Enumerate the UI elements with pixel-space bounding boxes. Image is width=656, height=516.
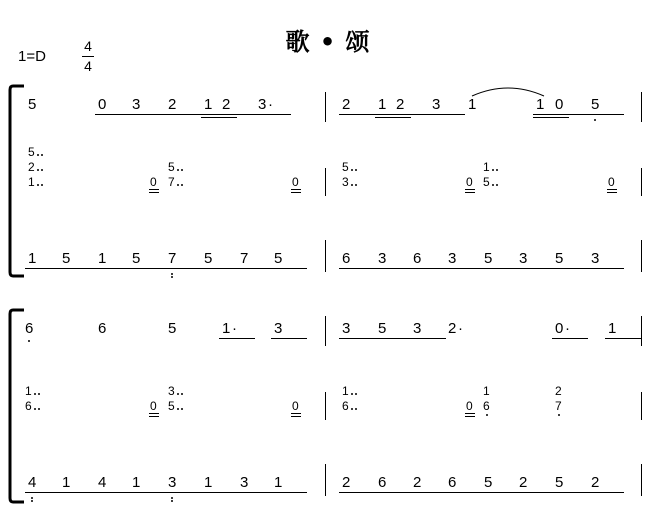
underline-beam <box>552 338 588 339</box>
octave-dot <box>171 276 173 278</box>
octave-dot <box>37 169 39 171</box>
octave-dot <box>171 273 173 275</box>
underline-beam <box>291 189 301 190</box>
chord-note: 6 <box>342 399 349 413</box>
chord-note: 1 <box>342 384 349 398</box>
note: 3 <box>378 250 387 267</box>
note: 3 <box>591 250 600 267</box>
barline <box>325 464 326 496</box>
note: 0 <box>555 96 564 113</box>
augmentation-dot: · <box>268 96 273 113</box>
note: 1 <box>98 250 107 267</box>
underline-beam <box>291 413 301 414</box>
note: 6 <box>378 474 387 491</box>
underline-beam <box>375 117 411 118</box>
underline-beam <box>201 117 237 118</box>
rest: 0 <box>466 175 473 189</box>
underline-beam <box>445 492 481 493</box>
chord-note: 7 <box>168 175 175 189</box>
system-brace-1 <box>4 82 26 280</box>
barline <box>641 240 642 272</box>
underline-beam <box>129 492 165 493</box>
underline-beam <box>271 338 307 339</box>
underline-beam <box>552 114 588 115</box>
note: 3 <box>258 96 267 113</box>
chord-note: 6 <box>483 399 490 413</box>
octave-dot <box>31 500 33 502</box>
note: 4 <box>98 474 107 491</box>
note: 3 <box>240 474 249 491</box>
underline-beam <box>588 268 624 269</box>
chord-note: 6 <box>25 399 32 413</box>
note: 1 <box>274 474 283 491</box>
note: 0 <box>555 320 564 337</box>
chord-note: 2 <box>28 160 35 174</box>
barline <box>325 92 326 122</box>
underline-beam <box>291 192 301 193</box>
rest: 0 <box>292 175 299 189</box>
note: 5 <box>591 96 600 113</box>
underline-beam <box>219 338 255 339</box>
octave-dot <box>177 184 179 186</box>
underline-beam <box>465 416 475 417</box>
octave-dot <box>496 169 498 171</box>
barline <box>325 168 326 196</box>
note: 6 <box>413 250 422 267</box>
note: 5 <box>484 250 493 267</box>
underline-beam <box>465 189 475 190</box>
note: 7 <box>168 250 177 267</box>
underline-beam <box>25 268 61 269</box>
rest: 0 <box>466 399 473 413</box>
barline <box>325 392 326 420</box>
underline-beam <box>516 268 552 269</box>
rest: 0 <box>150 399 157 413</box>
note: 6 <box>448 474 457 491</box>
underline-beam <box>339 114 375 115</box>
note: 1 <box>608 320 617 337</box>
octave-dot <box>177 408 179 410</box>
underline-beam <box>410 268 446 269</box>
octave-dot <box>181 169 183 171</box>
note: 1 <box>62 474 71 491</box>
underline-beam <box>149 413 159 414</box>
augmentation-dot: · <box>458 320 463 337</box>
key-signature: 1=D <box>18 48 46 65</box>
underline-beam <box>516 492 552 493</box>
underline-beam <box>129 268 165 269</box>
underline-beam <box>393 114 429 115</box>
note: 3 <box>448 250 457 267</box>
octave-dot <box>41 169 43 171</box>
underline-beam <box>255 114 291 115</box>
rest: 0 <box>608 175 615 189</box>
octave-dot <box>37 184 39 186</box>
chord-note: 5 <box>483 175 490 189</box>
octave-dot <box>41 154 43 156</box>
note: 3 <box>132 96 141 113</box>
time-signature-top: 4 <box>84 38 92 54</box>
chord-note: 5 <box>28 145 35 159</box>
underline-beam <box>165 114 201 115</box>
chord-note: 1 <box>28 175 35 189</box>
note: 5 <box>28 96 37 113</box>
note: 2 <box>222 96 231 113</box>
underline-beam <box>410 338 446 339</box>
octave-dot <box>34 408 36 410</box>
underline-beam <box>465 192 475 193</box>
underline-beam <box>165 492 201 493</box>
note: 2 <box>591 474 600 491</box>
note: 1 <box>28 250 37 267</box>
underline-beam <box>271 268 307 269</box>
note: 1 <box>222 320 231 337</box>
note: 5 <box>168 320 177 337</box>
note: 2 <box>342 474 351 491</box>
octave-dot <box>177 393 179 395</box>
octave-dot <box>177 169 179 171</box>
underline-beam <box>607 192 617 193</box>
underline-beam <box>149 192 159 193</box>
note: 5 <box>378 320 387 337</box>
chord-note: 5 <box>168 160 175 174</box>
octave-dot <box>181 408 183 410</box>
octave-dot <box>351 184 353 186</box>
note: 3 <box>519 250 528 267</box>
underline-beam <box>410 492 446 493</box>
note: 6 <box>98 320 107 337</box>
chord-note: 1 <box>483 384 490 398</box>
time-signature <box>82 38 94 75</box>
underline-beam <box>291 416 301 417</box>
underline-beam <box>552 492 588 493</box>
note: 5 <box>274 250 283 267</box>
note: 1 <box>204 474 213 491</box>
note: 3 <box>432 96 441 113</box>
octave-dot <box>41 184 43 186</box>
note: 0 <box>98 96 107 113</box>
underline-beam <box>201 268 237 269</box>
note: 6 <box>342 250 351 267</box>
underline-beam <box>165 268 201 269</box>
octave-dot <box>351 408 353 410</box>
octave-dot <box>171 500 173 502</box>
octave-dot <box>38 393 40 395</box>
note: 5 <box>62 250 71 267</box>
barline <box>641 464 642 496</box>
note: 5 <box>555 474 564 491</box>
note: 2 <box>168 96 177 113</box>
underline-beam <box>339 338 375 339</box>
tie-arc <box>470 82 546 98</box>
chord-note: 7 <box>555 399 562 413</box>
note: 1 <box>536 96 545 113</box>
underline-beam <box>481 268 517 269</box>
note: 1 <box>204 96 213 113</box>
octave-dot <box>492 169 494 171</box>
octave-dot <box>355 184 357 186</box>
octave-dot <box>355 169 357 171</box>
underline-beam <box>375 492 411 493</box>
time-signature-bottom: 4 <box>84 58 92 74</box>
octave-dot <box>496 184 498 186</box>
underline-beam <box>237 492 273 493</box>
octave-dot <box>181 184 183 186</box>
note: 2 <box>342 96 351 113</box>
octave-dot <box>181 393 183 395</box>
note: 2 <box>519 474 528 491</box>
chord-note: 1 <box>25 384 32 398</box>
barline <box>325 316 326 346</box>
octave-dot <box>355 408 357 410</box>
octave-dot <box>31 497 33 499</box>
note: 2 <box>413 474 422 491</box>
note: 1 <box>468 96 477 113</box>
underline-beam <box>339 268 375 269</box>
underline-beam <box>588 114 624 115</box>
note: 1 <box>378 96 387 113</box>
underline-beam <box>375 268 411 269</box>
underline-beam <box>95 114 131 115</box>
barline <box>325 240 326 272</box>
underline-beam <box>588 492 624 493</box>
underline-beam <box>149 189 159 190</box>
underline-beam <box>149 416 159 417</box>
note: 2 <box>396 96 405 113</box>
underline-beam <box>95 492 131 493</box>
underline-beam <box>465 413 475 414</box>
underline-beam <box>533 117 569 118</box>
octave-dot <box>351 169 353 171</box>
chord-note: 5 <box>168 399 175 413</box>
underline-beam <box>201 492 237 493</box>
octave-dot <box>486 414 488 416</box>
underline-beam <box>445 268 481 269</box>
chord-note: 3 <box>168 384 175 398</box>
chord-note: 3 <box>342 175 349 189</box>
underline-beam <box>605 338 641 339</box>
time-signature-bar <box>82 56 94 57</box>
octave-dot <box>594 119 596 121</box>
underline-beam <box>237 268 273 269</box>
underline-beam <box>607 189 617 190</box>
underline-beam <box>271 492 307 493</box>
note: 2 <box>448 320 457 337</box>
octave-dot <box>171 497 173 499</box>
underline-beam <box>375 338 411 339</box>
underline-beam <box>95 268 131 269</box>
system-brace-2 <box>4 306 26 506</box>
note: 4 <box>28 474 37 491</box>
underline-beam <box>59 268 95 269</box>
barline <box>641 168 642 196</box>
rest: 0 <box>292 399 299 413</box>
underline-beam <box>339 492 375 493</box>
barline <box>641 392 642 420</box>
augmentation-dot: · <box>232 320 237 337</box>
underline-beam <box>219 114 255 115</box>
page-title: 歌 • 颂 <box>285 28 371 56</box>
note: 3 <box>342 320 351 337</box>
note: 3 <box>274 320 283 337</box>
note: 5 <box>555 250 564 267</box>
underline-beam <box>25 492 61 493</box>
barline <box>641 316 642 346</box>
note: 5 <box>484 474 493 491</box>
octave-dot <box>492 184 494 186</box>
octave-dot <box>38 408 40 410</box>
underline-beam <box>552 268 588 269</box>
octave-dot <box>28 340 30 342</box>
rest: 0 <box>150 175 157 189</box>
octave-dot <box>351 393 353 395</box>
octave-dot <box>558 414 560 416</box>
chord-note: 2 <box>555 384 562 398</box>
underline-beam <box>59 492 95 493</box>
note: 6 <box>25 320 34 337</box>
underline-beam <box>429 114 465 115</box>
note: 3 <box>168 474 177 491</box>
note: 5 <box>132 250 141 267</box>
note: 3 <box>413 320 422 337</box>
underline-beam <box>481 492 517 493</box>
octave-dot <box>355 393 357 395</box>
augmentation-dot: · <box>565 320 570 337</box>
octave-dot <box>37 154 39 156</box>
octave-dot <box>34 393 36 395</box>
barline <box>641 92 642 122</box>
note: 5 <box>204 250 213 267</box>
chord-note: 1 <box>483 160 490 174</box>
note: 1 <box>132 474 141 491</box>
chord-note: 5 <box>342 160 349 174</box>
note: 7 <box>240 250 249 267</box>
underline-beam <box>129 114 165 115</box>
